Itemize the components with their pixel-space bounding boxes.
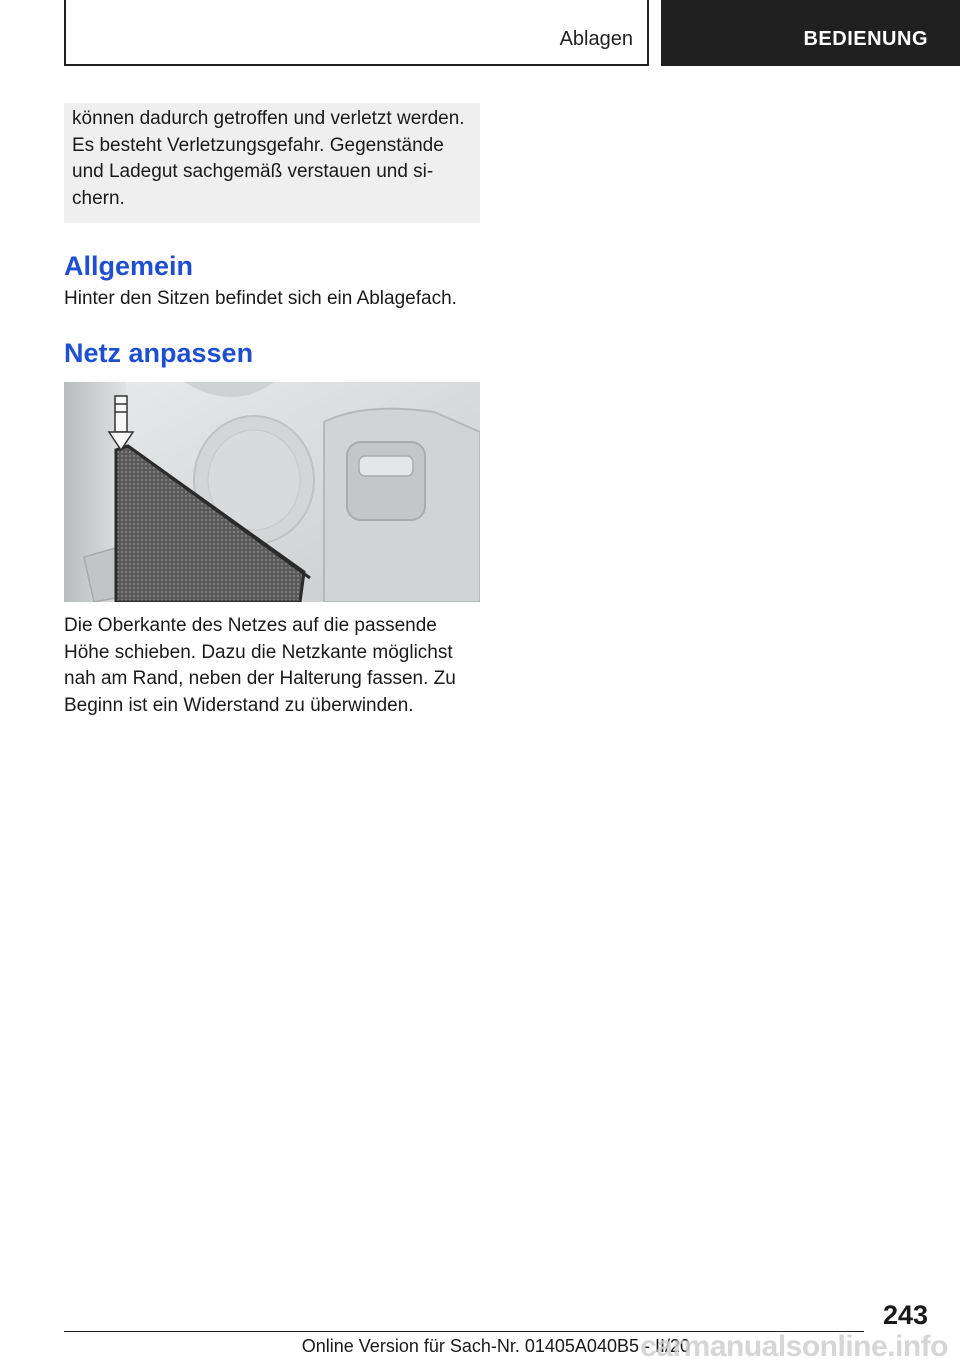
watermark: carmanualsonline.info bbox=[640, 1330, 948, 1362]
warning-box bbox=[64, 103, 480, 223]
online-version-note: Online Version für Sach-Nr. 01405A040B5 - II/20 bbox=[301, 1336, 690, 1356]
heading-netz-anpassen: Netz anpassen bbox=[64, 338, 254, 368]
text-netz-anpassen: Die Oberkante des Netzes auf die passende Höhe schieben. Dazu die Netzkante möglichst nah am Rand, neben der Halterung fassen. Zu Beginn ist ein Widerstand zu überwinden. bbox=[64, 615, 456, 716]
page-header bbox=[0, 0, 960, 66]
warning-text: können dadurch getroffen und verletzt werden. Es besteht Verletzungsgefahr. Gegenstände und Ladegut sachgemäß verstauen und sichern. bbox=[72, 108, 465, 209]
page-number: 243 bbox=[882, 1300, 928, 1330]
section-tab bbox=[64, 0, 649, 66]
chapter-title: BEDIENUNG bbox=[803, 28, 928, 50]
heading-allgemein: Allgemein bbox=[64, 251, 194, 281]
storage-net-illustration bbox=[64, 382, 480, 602]
text-allgemein: Hinter den Sitzen befindet sich ein Ablagefach. bbox=[64, 288, 457, 309]
chapter-tab bbox=[661, 0, 960, 66]
section-title: Ablagen bbox=[559, 28, 633, 50]
